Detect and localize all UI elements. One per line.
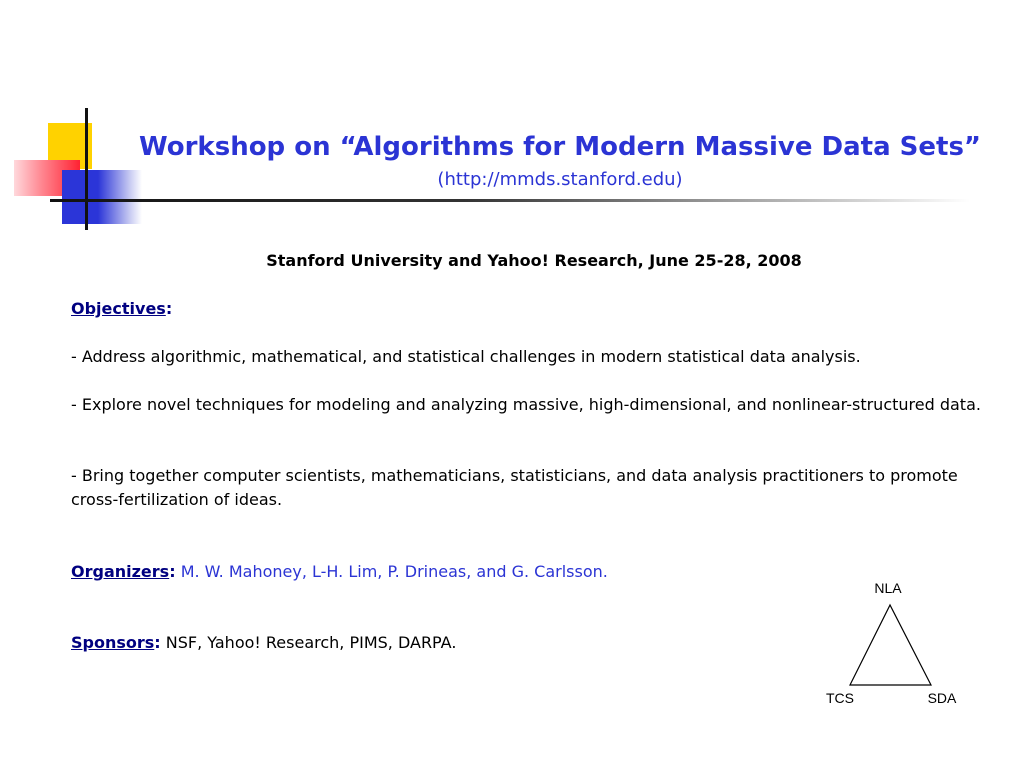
sponsors-colon: : <box>154 633 161 652</box>
objectives-heading <box>71 297 1006 321</box>
organizers-value: M. W. Mahoney, L-H. Lim, P. Drineas, and G. Carlsson. <box>180 562 608 581</box>
slide-title: Workshop on “Algorithms for Modern Massive Data Sets” <box>138 132 982 162</box>
sponsors-label: Sponsors <box>71 633 155 652</box>
organizers-colon: : <box>169 562 176 581</box>
diagram-label-sda: SDA <box>927 690 957 706</box>
diagram-label-nla: NLA <box>874 580 902 596</box>
workshop-url: (http://mmds.stanford.edu) <box>437 169 683 190</box>
diagram-label-tcs: TCS <box>826 690 854 706</box>
title-divider-line <box>50 199 970 202</box>
field-triangle-diagram <box>800 575 980 715</box>
objective-item-3: - Bring together computer scientists, mathematicians, statisticians, and data analysis practitioners to promote cross-fertilization of ideas. <box>71 466 958 509</box>
organizers-label: Organizers <box>71 562 170 581</box>
objective-item-2: - Explore novel techniques for modeling and analyzing massive, high-dimensional, and nonlinear-structured data. <box>71 395 981 414</box>
venue-date: Stanford University and Yahoo! Research, June 25-28, 2008 <box>266 251 802 270</box>
sponsors-value: NSF, Yahoo! Research, PIMS, DARPA. <box>165 633 457 652</box>
objectives-colon: : <box>165 299 173 318</box>
objective-item-1: - Address algorithmic, mathematical, and statistical challenges in modern statistical data analysis. <box>71 347 861 366</box>
logo-vertical-line <box>85 108 88 230</box>
diagram-triangle <box>850 605 931 685</box>
objectives-label: Objectives <box>71 299 166 318</box>
